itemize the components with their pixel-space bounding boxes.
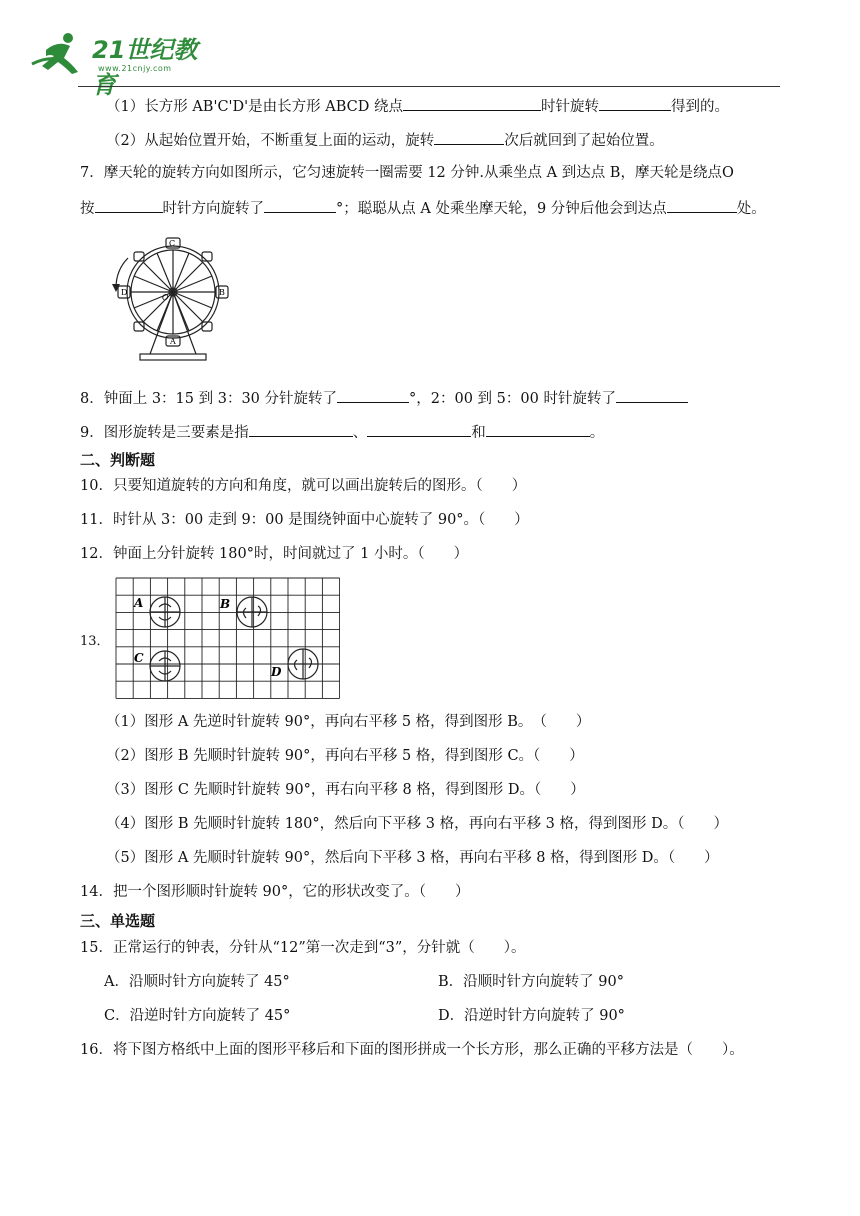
- answer-blank[interactable]: [616, 387, 688, 403]
- grid-label-c: C: [134, 651, 144, 665]
- grid-label-d: D: [271, 665, 282, 679]
- q13-number: 13．: [80, 634, 110, 649]
- q9: 9．图形旋转是三要素是指 、 和 。: [80, 421, 604, 443]
- logo-url: www.21cnjy.com: [98, 64, 172, 73]
- q13-item: （5）图形 A 先顺时针旋转 90°，然后向下平移 3 格，再向右平移 8 格，得到图形 D。（ ）: [106, 850, 719, 866]
- answer-blank[interactable]: [95, 197, 163, 213]
- option-d[interactable]: D．沿逆时针方向旋转了 90°: [438, 1008, 625, 1024]
- label-o: O: [162, 293, 169, 302]
- q13-item: （4）图形 B 先顺时针旋转 180°，然后向下平移 3 格，再向右平移 3 格，得到图形 D。（ ）: [106, 816, 729, 832]
- q13-item: （1）图形 A 先逆时针旋转 90°，再向右平移 5 格，得到图形 B。 （ ）: [106, 714, 591, 730]
- answer-blank[interactable]: [434, 129, 504, 145]
- q13-item: （3）图形 C 先顺时针旋转 90°，再右向平移 8 格，得到图形 D。（ ）: [106, 782, 585, 798]
- ferris-wheel-figure: [110, 234, 240, 366]
- grid-label-a: A: [134, 596, 144, 610]
- answer-blank[interactable]: [667, 197, 737, 213]
- label-c: C: [169, 239, 176, 248]
- section-title: 三、单选题: [80, 912, 156, 930]
- q15-stem: 15．正常运行的钟表，分针从“12”第一次走到“3”，分针就（ ）。: [80, 940, 526, 956]
- section-title: 二、判断题: [80, 451, 156, 469]
- q7-line1: 7．摩天轮的旋转方向如图所示，它匀速旋转一圈需要 12 分钟.从乘坐点 A 到达点 B，摩天轮是绕点O: [80, 165, 734, 181]
- answer-blank[interactable]: [486, 421, 590, 437]
- label-d: D: [121, 288, 128, 297]
- q7-line2: 按 时针方向旋转了 °；聪聪从点 A 处乘坐摩天轮，9 分钟后他会到达点 处。: [80, 197, 766, 219]
- answer-blank[interactable]: [264, 197, 336, 213]
- q6-part1: （1）长方形 AB'C'D'是由长方形 ABCD 绕点 时针旋转 得到的。: [106, 95, 729, 117]
- answer-blank[interactable]: [249, 421, 353, 437]
- site-logo: [28, 30, 198, 99]
- logo-text: 21世纪教育: [92, 36, 198, 99]
- grid-label-b: B: [220, 597, 231, 611]
- option-b[interactable]: B．沿顺时针方向旋转了 90°: [438, 974, 624, 990]
- answer-blank[interactable]: [403, 95, 541, 111]
- header-divider: [78, 86, 780, 87]
- answer-blank[interactable]: [367, 421, 471, 437]
- runner-logo-icon: [28, 30, 90, 76]
- q8: 8．钟面上 3：15 到 3：30 分针旋转了 °，2：00 到 5：00 时针旋转了: [80, 387, 688, 409]
- q16: 16．将下图方格纸中上面的图形平移后和下面的图形拼成一个长方形，那么正确的平移方法是（ ）。: [80, 1042, 744, 1058]
- arrow-icon: [112, 284, 120, 292]
- option-c[interactable]: C．沿逆时针方向旋转了 45°: [104, 1008, 291, 1024]
- label-a: A: [170, 337, 176, 346]
- label-b: B: [219, 288, 225, 297]
- q6-part2: （2）从起始位置开始，不断重复上面的运动，旋转 次后就回到了起始位置。: [106, 129, 664, 151]
- option-a[interactable]: A．沿顺时针方向旋转了 45°: [104, 974, 290, 990]
- q13-item: （2）图形 B 先顺时针旋转 90°，再向右平移 5 格，得到图形 C。（ ）: [106, 748, 584, 764]
- answer-blank[interactable]: [599, 95, 671, 111]
- q11: 11．时针从 3：00 走到 9：00 是围绕钟面中心旋转了 90°。（ ）: [80, 512, 529, 528]
- q10: 10．只要知道旋转的方向和角度，就可以画出旋转后的图形。（ ）: [80, 478, 527, 494]
- answer-blank[interactable]: [337, 387, 409, 403]
- q14: 14．把一个图形顺时针旋转 90°，它的形状改变了。（ ）: [80, 884, 470, 900]
- grid-figure: [114, 576, 340, 700]
- q12: 12．钟面上分针旋转 180°时，时间就过了 1 小时。（ ）: [80, 546, 469, 562]
